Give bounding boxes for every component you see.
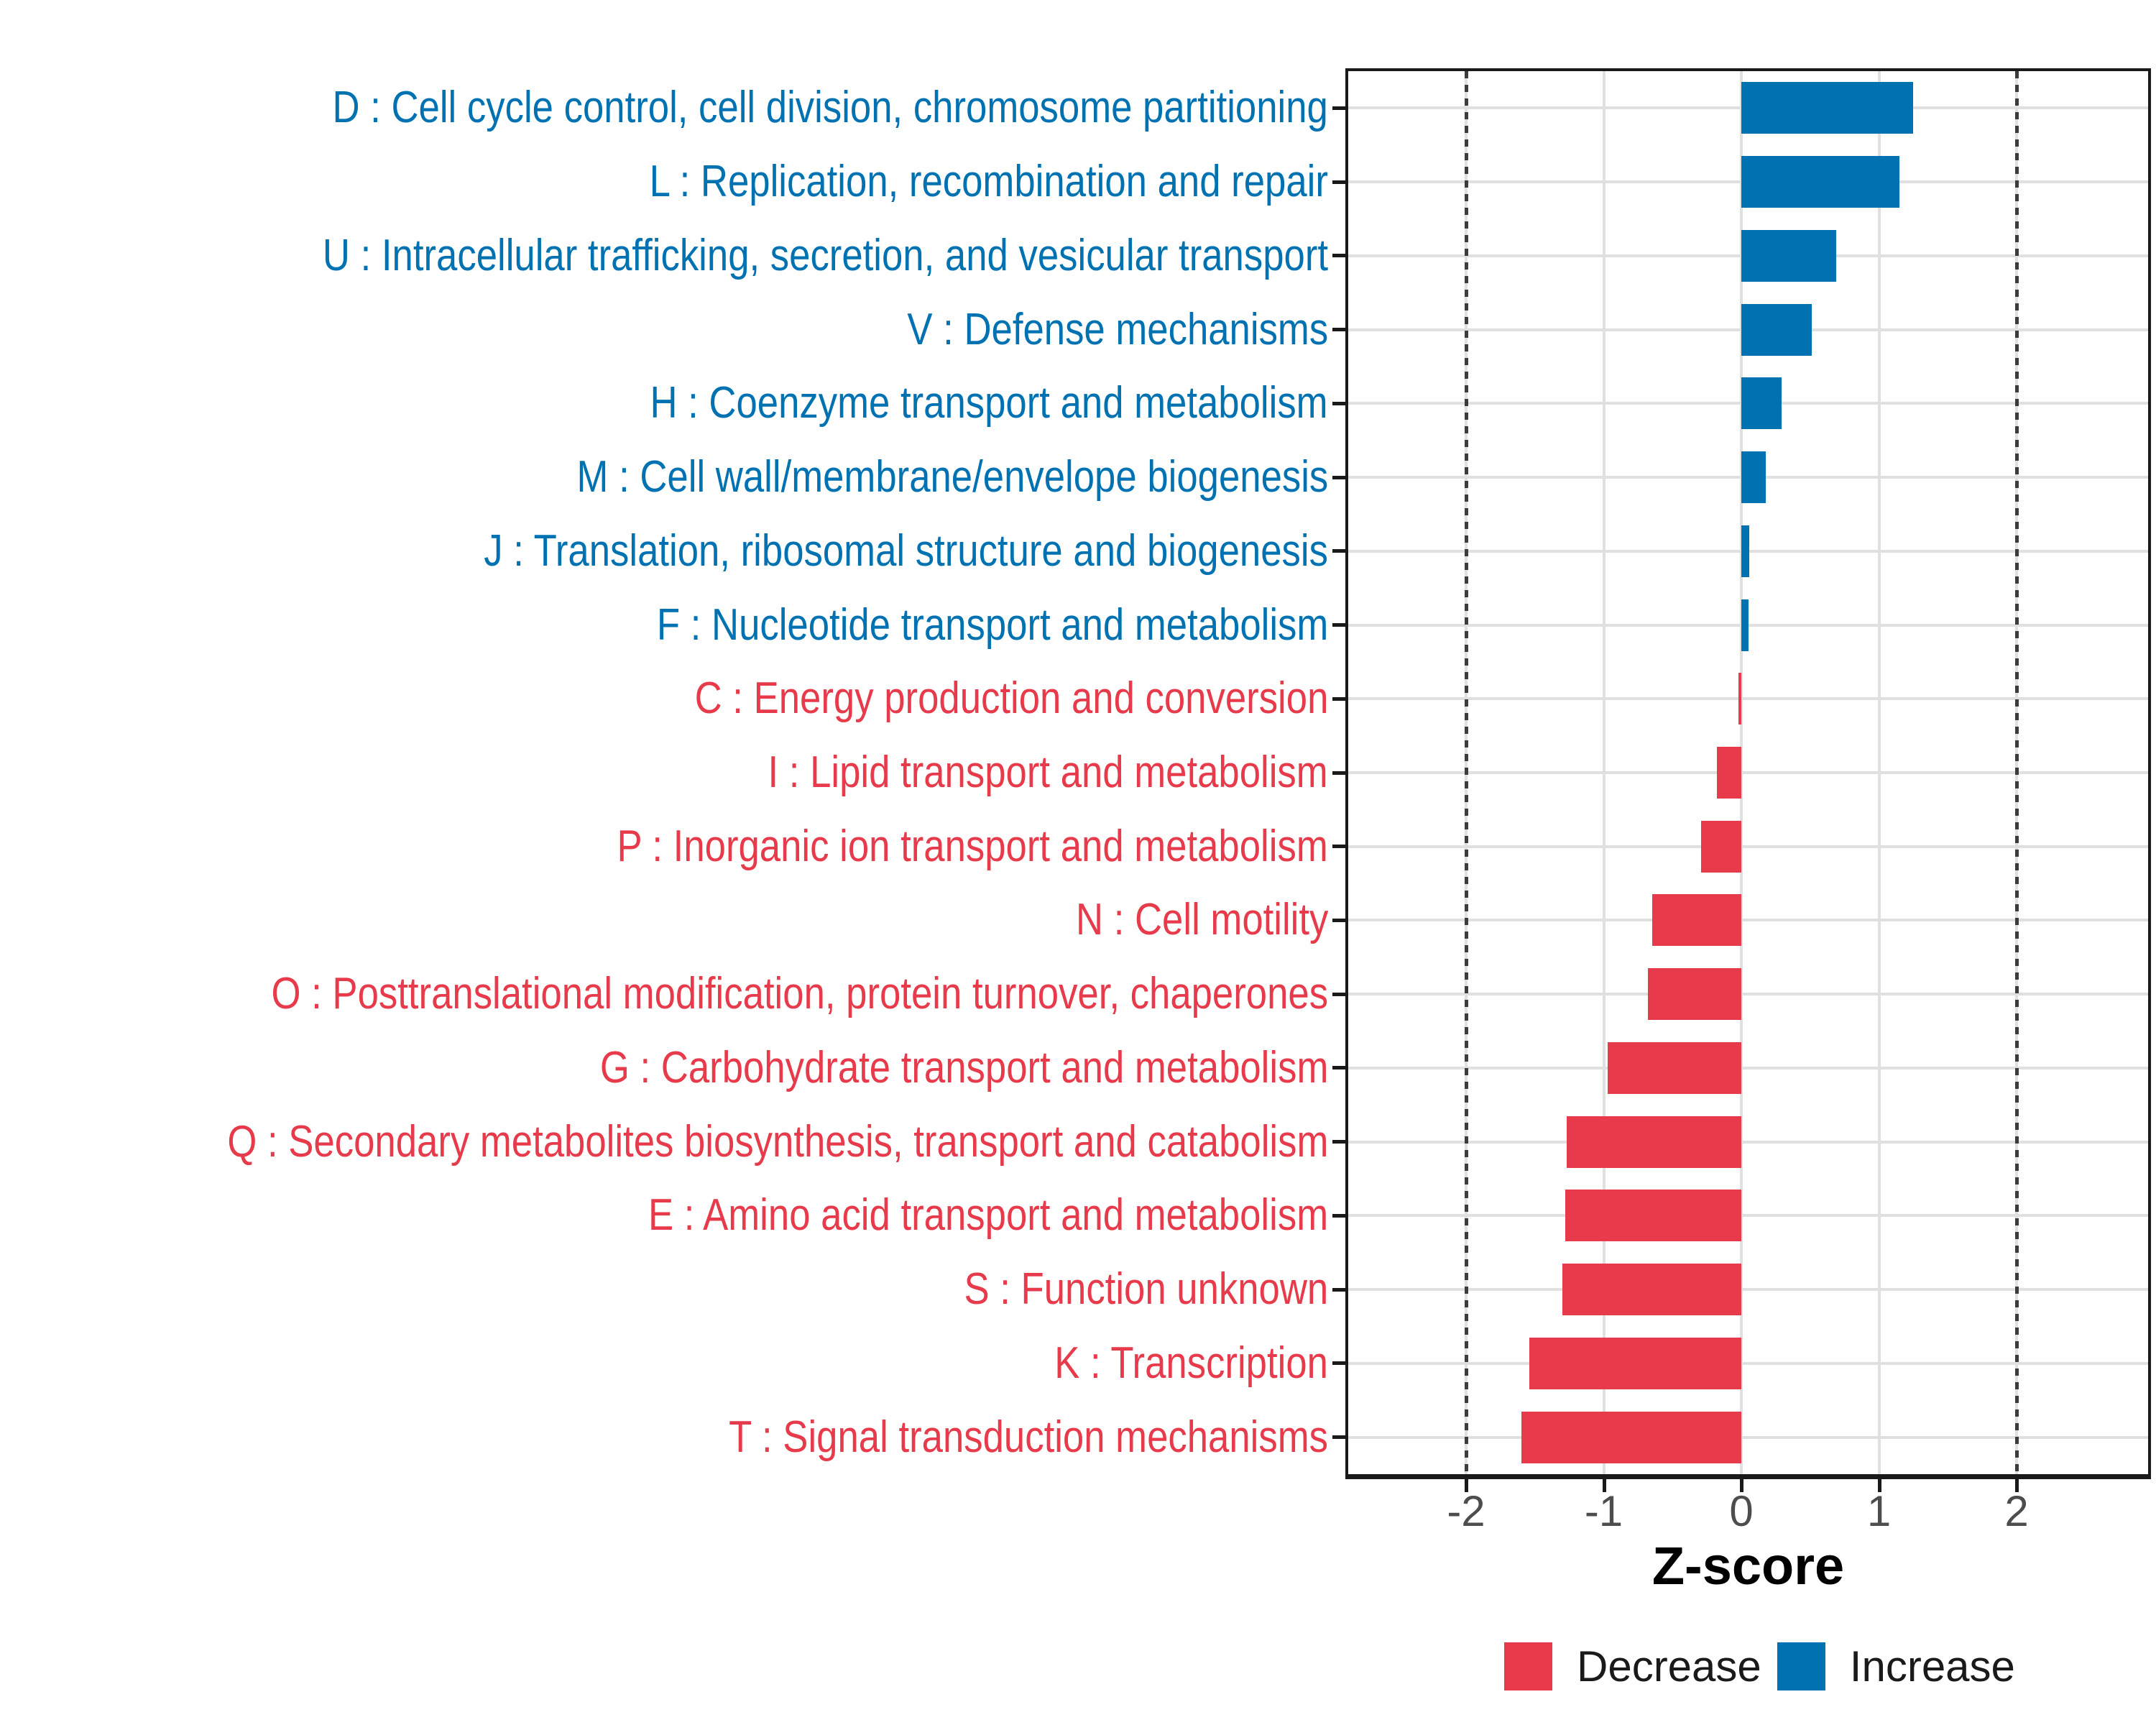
category-label: V : Defense mechanisms: [907, 304, 1328, 354]
category-label: I : Lipid transport and metabolism: [768, 748, 1328, 797]
y-axis-tick: [1332, 1066, 1345, 1070]
y-axis-tick: [1332, 549, 1345, 553]
x-tick-label: -1: [1584, 1487, 1623, 1535]
reference-line-layer: [1348, 71, 2148, 1474]
y-axis-tick: [1332, 993, 1345, 996]
category-label: O : Posttranslational modification, protein turnover, chaperones: [271, 969, 1328, 1019]
legend-key-decrease: [1504, 1642, 1552, 1690]
y-axis-tick: [1332, 180, 1345, 184]
category-label: G : Carbohydrate transport and metabolism: [599, 1042, 1328, 1092]
category-label: M : Cell wall/membrane/envelope biogenesis: [576, 452, 1328, 502]
category-label: S : Function unknown: [964, 1264, 1328, 1315]
category-label: F : Nucleotide transport and metabolism: [656, 599, 1328, 650]
category-label: H : Coenzyme transport and metabolism: [650, 378, 1328, 428]
category-label: K : Transcription: [1054, 1338, 1328, 1388]
y-axis-tick: [1332, 254, 1345, 257]
category-label: E : Amino acid transport and metabolism: [648, 1190, 1328, 1241]
y-axis-tick: [1332, 1288, 1345, 1292]
y-axis-tick: [1332, 1214, 1345, 1218]
category-label: P : Inorganic ion transport and metabolism: [617, 821, 1328, 871]
plot-panel: [1345, 68, 2151, 1479]
category-label: D : Cell cycle control, cell division, chromosome partitioning: [332, 83, 1328, 133]
category-label: J : Translation, ribosomal structure and biogenesis: [484, 525, 1328, 576]
category-label: C : Energy production and conversion: [694, 673, 1328, 724]
y-axis-tick: [1332, 106, 1345, 110]
legend-label-increase: Increase: [1849, 1642, 2015, 1690]
x-tick-label: 0: [1729, 1487, 1754, 1535]
category-label: Q : Secondary metabolites biosynthesis, transport and catabolism: [226, 1116, 1328, 1167]
x-tick-label: -2: [1447, 1487, 1485, 1535]
x-tick-label: 1: [1866, 1487, 1892, 1535]
y-axis-tick: [1332, 476, 1345, 479]
reference-line: [2015, 71, 2019, 1474]
y-axis-tick: [1332, 919, 1345, 922]
y-axis-tick: [1332, 623, 1345, 627]
y-axis-tick: [1332, 402, 1345, 405]
reference-line: [1465, 71, 1468, 1474]
y-axis-tick: [1332, 1361, 1345, 1365]
y-axis-tick: [1332, 845, 1345, 848]
category-label: L : Replication, recombination and repair: [649, 157, 1328, 207]
legend-label-decrease: Decrease: [1577, 1642, 1761, 1690]
x-axis-title: Z-score: [1651, 1536, 1845, 1596]
y-axis-tick: [1332, 697, 1345, 701]
category-label: U : Intracellular trafficking, secretion, and vesicular transport: [322, 230, 1328, 280]
category-label: T : Signal transduction mechanisms: [729, 1412, 1328, 1462]
legend: [1504, 1642, 2031, 1690]
category-label: N : Cell motility: [1075, 895, 1328, 945]
x-tick-label: 2: [2004, 1487, 2029, 1535]
y-axis-tick: [1332, 1435, 1345, 1439]
y-axis-tick: [1332, 771, 1345, 775]
y-axis-tick: [1332, 1140, 1345, 1144]
y-axis-tick: [1332, 328, 1345, 331]
legend-key-increase: [1777, 1642, 1825, 1690]
